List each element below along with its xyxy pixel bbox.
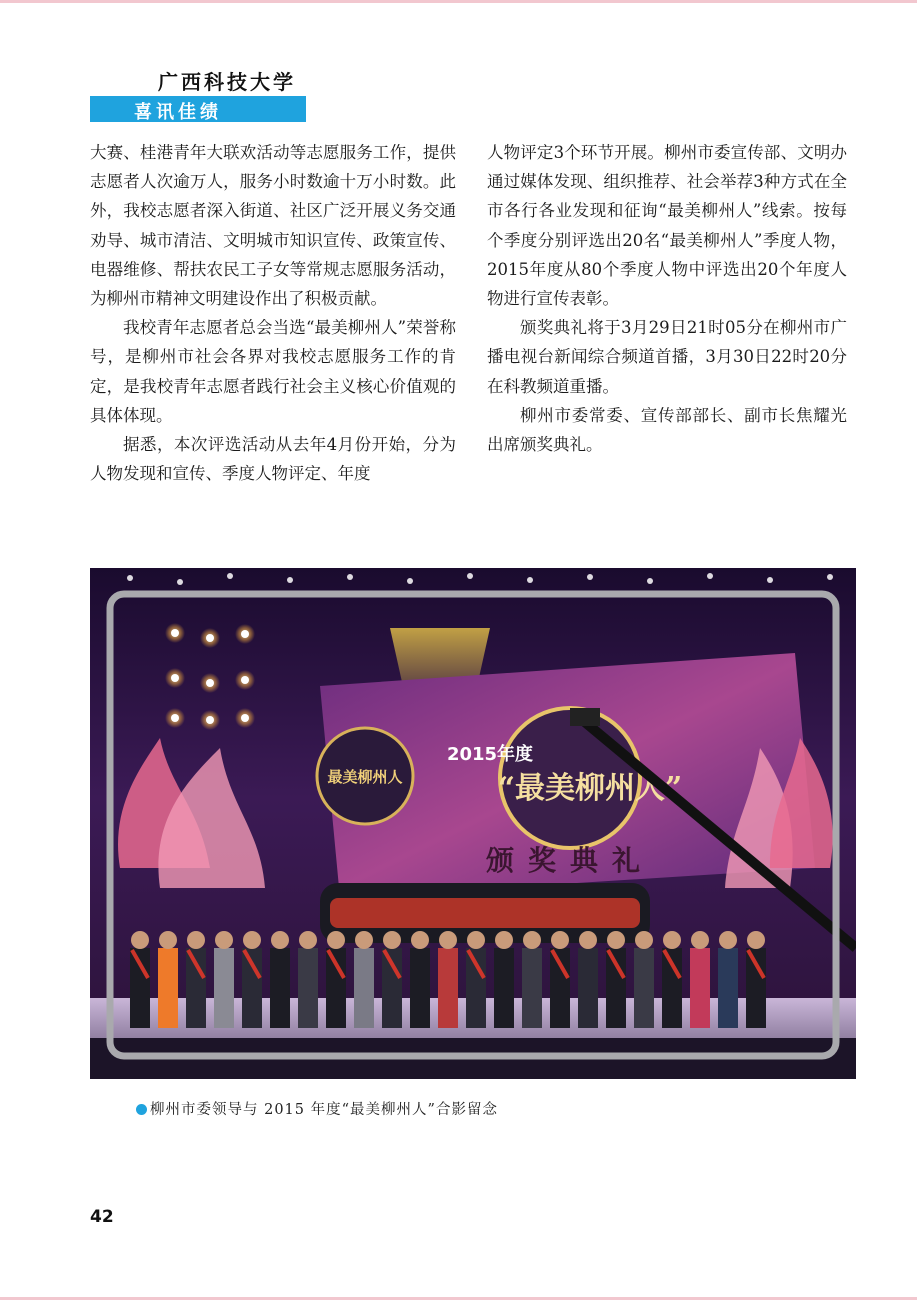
photo-logo-text: 最美柳州人 (327, 768, 403, 786)
photo-main-text: “最美柳州人” (497, 771, 683, 806)
article-paragraph: 人物评定3个环节开展。柳州市委宣传部、文明办通过媒体发现、组织推荐、社会举荐3种方式在全市各行各业发现和征询“最美柳州人”线索。按每个季度分别评选出20名“最美柳州人”季度人物，2015年度从80个季度人物中评选出20个年度人物进行宣传表彰。 (487, 143, 847, 309)
caption-bullet-icon (136, 1104, 147, 1115)
photo-caption-text: 柳州市委领导与 2015 年度“最美柳州人”合影留念 (150, 1102, 498, 1118)
header-section-band (90, 96, 306, 122)
photo-ceremony-text: 颁奖典礼 (485, 844, 655, 877)
award-ceremony-photo (90, 568, 856, 1079)
article-paragraph: 柳州市委常委、宣传部部长、副市长焦耀光出席颁奖典礼。 (487, 405, 847, 455)
photo-caption (136, 1098, 498, 1119)
page-number: 42 (90, 1207, 114, 1227)
header-section-label: 喜讯佳绩 (134, 102, 222, 123)
article-column-left (90, 138, 456, 488)
header-university-title: 广西科技大学 (158, 70, 296, 94)
article-column-right (487, 138, 847, 459)
page-top-border (0, 0, 917, 3)
article-paragraph: 我校青年志愿者总会当选“最美柳州人”荣誉称号，是柳州市社会各界对我校志愿服务工作的肯定，是我校青年志愿者践行社会主义核心价值观的具体体现。 (90, 318, 456, 425)
article-paragraph: 据悉，本次评选活动从去年4月份开始，分为人物发现和宣传、季度人物评定、年度 (90, 435, 456, 484)
article-paragraph: 大赛、桂港青年大联欢活动等志愿服务工作，提供志愿者人次逾万人，服务小时数逾十万小时数。此外，我校志愿者深入街道、社区广泛开展义务交通劝导、城市清洁、文明城市知识宣传、政策宣传、电器维修、帮扶农民工子女等常规志愿服务活动，为柳州市精神文明建设作出了积极贡献。 (90, 143, 456, 309)
article-paragraph: 颁奖典礼将于3月29日21时05分在柳州市广播电视台新闻综合频道首播，3月30日22时20分在科教频道重播。 (487, 318, 847, 396)
photo-year-text: 2015年度 (446, 744, 534, 765)
